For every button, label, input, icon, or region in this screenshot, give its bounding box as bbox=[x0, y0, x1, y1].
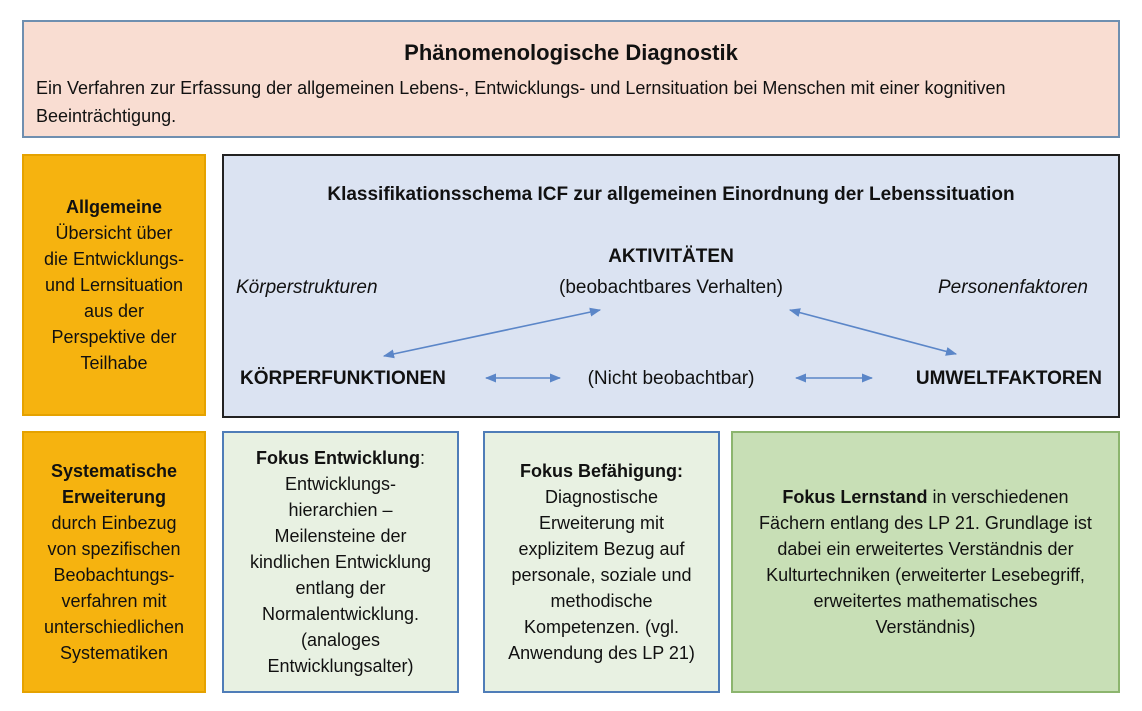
focus-enablement-line: Diagnostische bbox=[544, 487, 659, 507]
systematic-extension-bold: Systematische bbox=[50, 461, 178, 481]
focus-enablement-line: personale, soziale und bbox=[511, 565, 692, 585]
general-overview-line: die Entwicklungs- bbox=[43, 249, 185, 269]
node-koerperfunktionen: KÖRPERFUNKTIONEN bbox=[240, 368, 446, 389]
focus-development-line: Entwicklungsalter) bbox=[267, 656, 414, 676]
icf-title: Klassifikationsschema ICF zur allgemeinen Einordnung der Lebenssituation bbox=[327, 184, 1015, 205]
diagram-description: Ein Verfahren zur Erfassung der allgemeinen Lebens-, Entwicklungs- und Lernsituation bei Menschen mit einer kognitiven Beeinträchtigung. bbox=[36, 78, 1006, 126]
focus-enablement-line: explizitem Bezug auf bbox=[518, 539, 685, 559]
focus-development-box bbox=[222, 431, 459, 693]
focus-learning-line: erweitertes mathematisches bbox=[813, 591, 1038, 611]
focus-development-line: hierarchien – bbox=[288, 500, 393, 520]
systematic-extension-bold: Erweiterung bbox=[61, 487, 167, 507]
general-overview-line: Übersicht über bbox=[55, 223, 173, 243]
focus-development-line: entlang der bbox=[295, 578, 386, 598]
focus-enablement-box bbox=[483, 431, 720, 693]
systematic-extension-line: unterschiedlichen bbox=[43, 617, 185, 637]
focus-development-line: kindlichen Entwicklung bbox=[249, 552, 432, 572]
general-overview-line: Perspektive der bbox=[51, 327, 177, 347]
systematic-extension-line: verfahren mit bbox=[61, 591, 167, 611]
general-overview-bold: Allgemeine bbox=[65, 197, 163, 217]
node-aktivitaeten: AKTIVITÄTEN bbox=[608, 246, 734, 267]
general-overview-box bbox=[22, 154, 206, 416]
systematic-extension-box bbox=[22, 431, 206, 693]
focus-development-line: Meilensteine der bbox=[274, 526, 407, 546]
arrow-aktivitaeten-koerperfunktionen bbox=[384, 310, 600, 356]
focus-development-line: Entwicklungs- bbox=[284, 474, 397, 494]
focus-learning-box bbox=[731, 431, 1120, 693]
focus-enablement-line: Anwendung des LP 21) bbox=[508, 643, 695, 663]
focus-learning-line: Verständnis) bbox=[875, 617, 976, 637]
node-aktivitaeten-sub: (beobachtbares Verhalten) bbox=[559, 277, 783, 298]
general-overview-line: Teilhabe bbox=[80, 353, 148, 373]
diagram-title: Phänomenologische Diagnostik bbox=[404, 40, 738, 65]
systematic-extension-line: von spezifischen bbox=[47, 539, 181, 559]
focus-development-line: Normalentwicklung. bbox=[261, 604, 420, 624]
systematic-extension-line: Systematiken bbox=[59, 643, 169, 663]
node-nicht-beobachtbar: (Nicht beobachtbar) bbox=[587, 368, 755, 389]
focus-enablement-bold: Fokus Befähigung: bbox=[520, 461, 683, 481]
icf-schema-box bbox=[222, 154, 1120, 418]
focus-learning-line: Kulturtechniken (erweiterter Lesebegriff, bbox=[766, 565, 1085, 585]
arrow-aktivitaeten-umweltfaktoren bbox=[790, 310, 956, 354]
label-personenfaktoren: Personenfaktoren bbox=[938, 277, 1088, 298]
focus-learning-line: Fächern entlang des LP 21. Grundlage ist bbox=[759, 513, 1092, 533]
systematic-extension-line: durch Einbezug bbox=[51, 513, 177, 533]
focus-enablement-line: Kompetenzen. (vgl. bbox=[523, 617, 680, 637]
focus-learning-first-line: in verschiedenen bbox=[927, 487, 1069, 507]
general-overview-line: und Lernsituation bbox=[44, 275, 184, 295]
focus-development-line: (analoges bbox=[300, 630, 381, 650]
focus-learning-line: dabei ein erweitertes Verständnis der bbox=[777, 539, 1074, 559]
node-umweltfaktoren: UMWELTFAKTOREN bbox=[915, 368, 1102, 389]
systematic-extension-line: Beobachtungs- bbox=[53, 565, 175, 585]
general-overview-line: aus der bbox=[83, 301, 145, 321]
focus-learning-bold: Fokus Lernstand bbox=[782, 487, 928, 507]
label-koerperstrukturen: Körperstrukturen bbox=[236, 277, 378, 298]
focus-enablement-line: Erweiterung mit bbox=[538, 513, 665, 533]
focus-development-colon: : bbox=[419, 448, 425, 468]
header-box bbox=[22, 20, 1120, 138]
focus-development-bold: Fokus Entwicklung bbox=[255, 448, 420, 468]
focus-enablement-line: methodische bbox=[550, 591, 653, 611]
